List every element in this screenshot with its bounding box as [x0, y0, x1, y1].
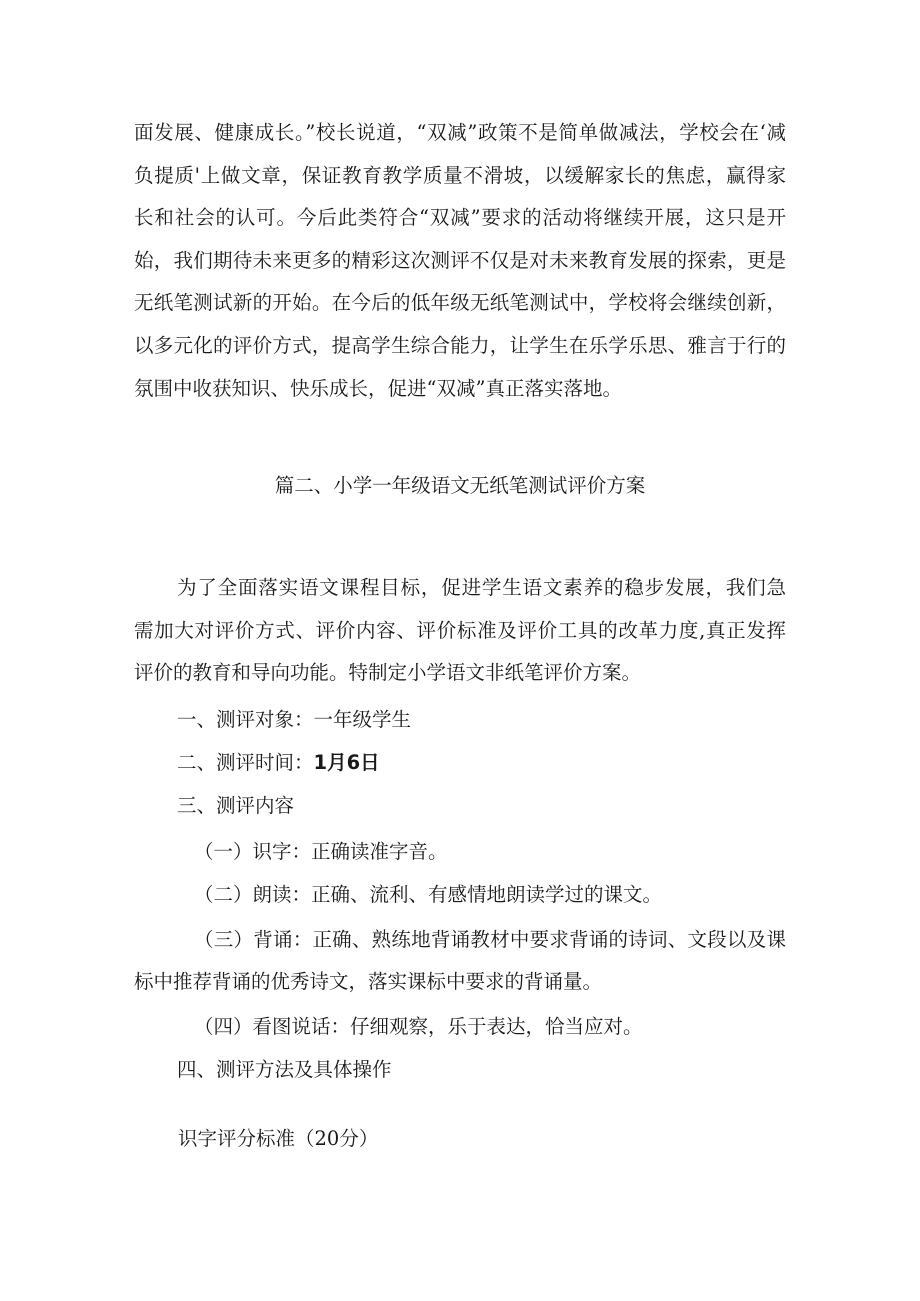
paragraph-line: 氛围中收获知识、快乐成长，促进“双减”真正落实落地。: [134, 377, 622, 400]
heading-test-content: 三、测评内容: [177, 794, 295, 817]
content-item-picture-talk: （四）看图说话：仔细观察，乐于表达，恰当应对。: [194, 1015, 643, 1038]
paragraph-line: 评价的教育和导向功能。特制定小学语文非纸笔评价方案。: [134, 661, 642, 684]
heading-test-method: 四、测评方法及具体操作: [177, 1058, 392, 1081]
scoring-standard-title: 识字评分标准（20分）: [178, 1127, 379, 1150]
heading-test-subject: 一、测评对象：一年级学生: [177, 708, 412, 731]
paragraph-line: 需加大对评价方式、评价内容、评价标准及评价工具的改革力度,真正发挥: [134, 619, 786, 642]
paragraph-line: 为了全面落实语文课程目标，促进学生语文素养的稳步发展，我们急: [177, 576, 786, 599]
content-item-recitation: （三）背诵：正确、熟练地背诵教材中要求背诵的诗词、文段以及课: [194, 928, 786, 951]
paragraph-line: 负提质'上做文章，保证教育教学质量不滑坡，以缓解家长的焦虑，赢得家: [134, 164, 786, 187]
heading-test-time-label: 二、测评时间：: [177, 751, 314, 774]
section-title: 篇二、小学一年级语文无纸笔测试评价方案: [274, 474, 646, 497]
content-item-literacy: （一）识字：正确读准字音。: [194, 840, 448, 863]
content-item-recitation-cont: 标中推荐背诵的优秀诗文，落实课标中要求的背诵量。: [134, 970, 603, 993]
content-item-reading: （二）朗读：正确、流利、有感情地朗读学过的课文。: [194, 883, 663, 906]
paragraph-line: 以多元化的评价方式，提高学生综合能力，让学生在乐学乐思、雅言于行的: [134, 334, 786, 357]
paragraph-line: 面发展、健康成长。”校长说道，“双减”政策不是简单做减法，学校会在‘减: [134, 121, 786, 144]
heading-test-time: [177, 750, 380, 776]
heading-test-time-date: 1月6日: [313, 751, 380, 774]
paragraph-line: 长和社会的认可。今后此类符合“双减”要求的活动将继续开展，这只是开: [134, 206, 786, 229]
paragraph-line: 始，我们期待未来更多的精彩这次测评不仅是对未来教育发展的探索，更是: [134, 249, 786, 272]
paragraph-line: 无纸笔测试新的开始。在今后的低年级无纸笔测试中，学校将会继续创新，: [134, 291, 786, 314]
